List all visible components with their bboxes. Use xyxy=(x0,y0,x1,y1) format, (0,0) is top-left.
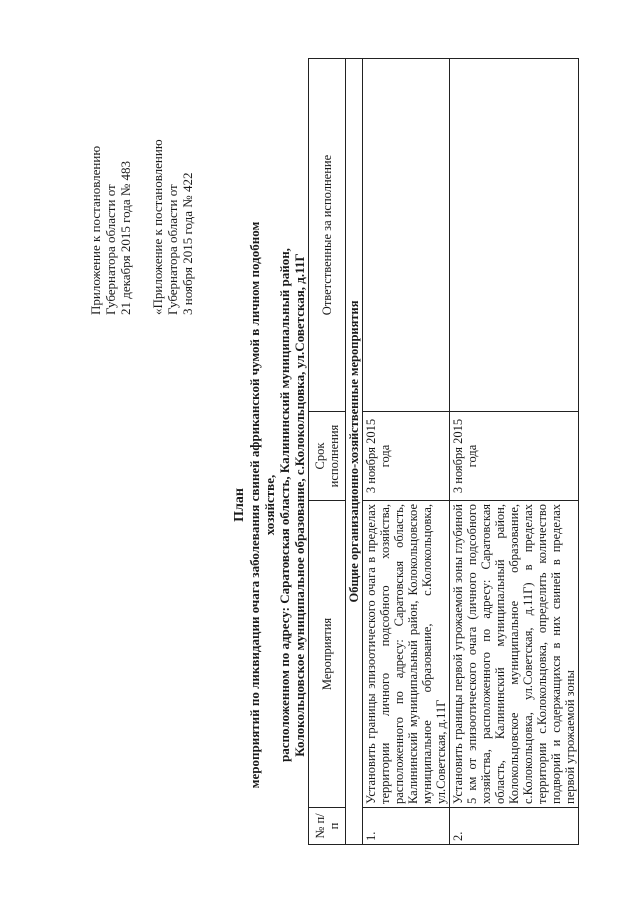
column-header-action: Мероприятия xyxy=(309,501,346,808)
row-responsible xyxy=(363,59,450,412)
table-row xyxy=(450,59,579,845)
title-heading: План xyxy=(232,488,247,522)
row-number: 2. xyxy=(450,808,579,845)
row-term: 3 ноября 2015 года xyxy=(450,412,579,501)
title-line: мероприятий по ликвидации очага заболевания свиней африканской чумой в личном подобном хозяйстве, xyxy=(247,221,277,789)
section-title: Общие организационно-хозяйственные мероприятия xyxy=(346,59,363,845)
document-title xyxy=(232,195,307,815)
row-number: 1. xyxy=(363,808,450,845)
appendix-line: «Приложение к постановлению xyxy=(150,139,165,315)
appendix-note-current xyxy=(88,15,133,315)
row-action: Установить границы эпизоотического очага в пределах территории личного подсобного хозяйства, расположенного по адресу: Саратовская область, Калининский муниципальный район, Колокольцовское муниципальное образование, с.Колокольцовка, ул.Советская, д.11Г xyxy=(363,501,450,808)
column-header-term: Срок исполнения xyxy=(309,412,346,501)
row-term: 3 ноября 2015 года xyxy=(363,412,450,501)
section-row xyxy=(346,59,363,845)
table-row xyxy=(363,59,450,845)
appendix-note-previous xyxy=(150,15,195,315)
table-header-row xyxy=(309,59,346,845)
appendix-line: Губернатора области от xyxy=(165,184,180,315)
row-responsible xyxy=(450,59,579,412)
title-line: Колокольцовское муниципальное образование, с.Колокольцовка, ул.Советская, д.11Г xyxy=(292,253,307,757)
appendix-line: Приложение к постановлению xyxy=(88,145,103,315)
appendix-line: 21 декабря 2015 года № 483 xyxy=(118,160,133,315)
plan-table xyxy=(308,58,579,845)
column-header-num: № п/п xyxy=(309,808,346,845)
column-header-responsible: Ответственные за исполнение xyxy=(309,59,346,412)
title-line: расположенном по адресу: Саратовская область, Калининский муниципальный район, xyxy=(277,248,292,762)
row-action: Установить границы первой угрожаемой зоны глубиной 5 км от эпизоотического очага (личного подсобного хозяйства, расположенного по адресу: Саратовская область, Калининский муниципальный район, Колокольцовское муниципальное образование, с.Колокольцовка, ул.Советская, д.11Г) в пределах территории с.Колокольцовка, определить количество подворий и содержащихся в них свиней в пределах первой угрожаемой зоны xyxy=(450,501,579,808)
appendix-line: Губернатора области от xyxy=(103,184,118,315)
appendix-line: 3 ноября 2015 года № 422 xyxy=(180,172,195,315)
